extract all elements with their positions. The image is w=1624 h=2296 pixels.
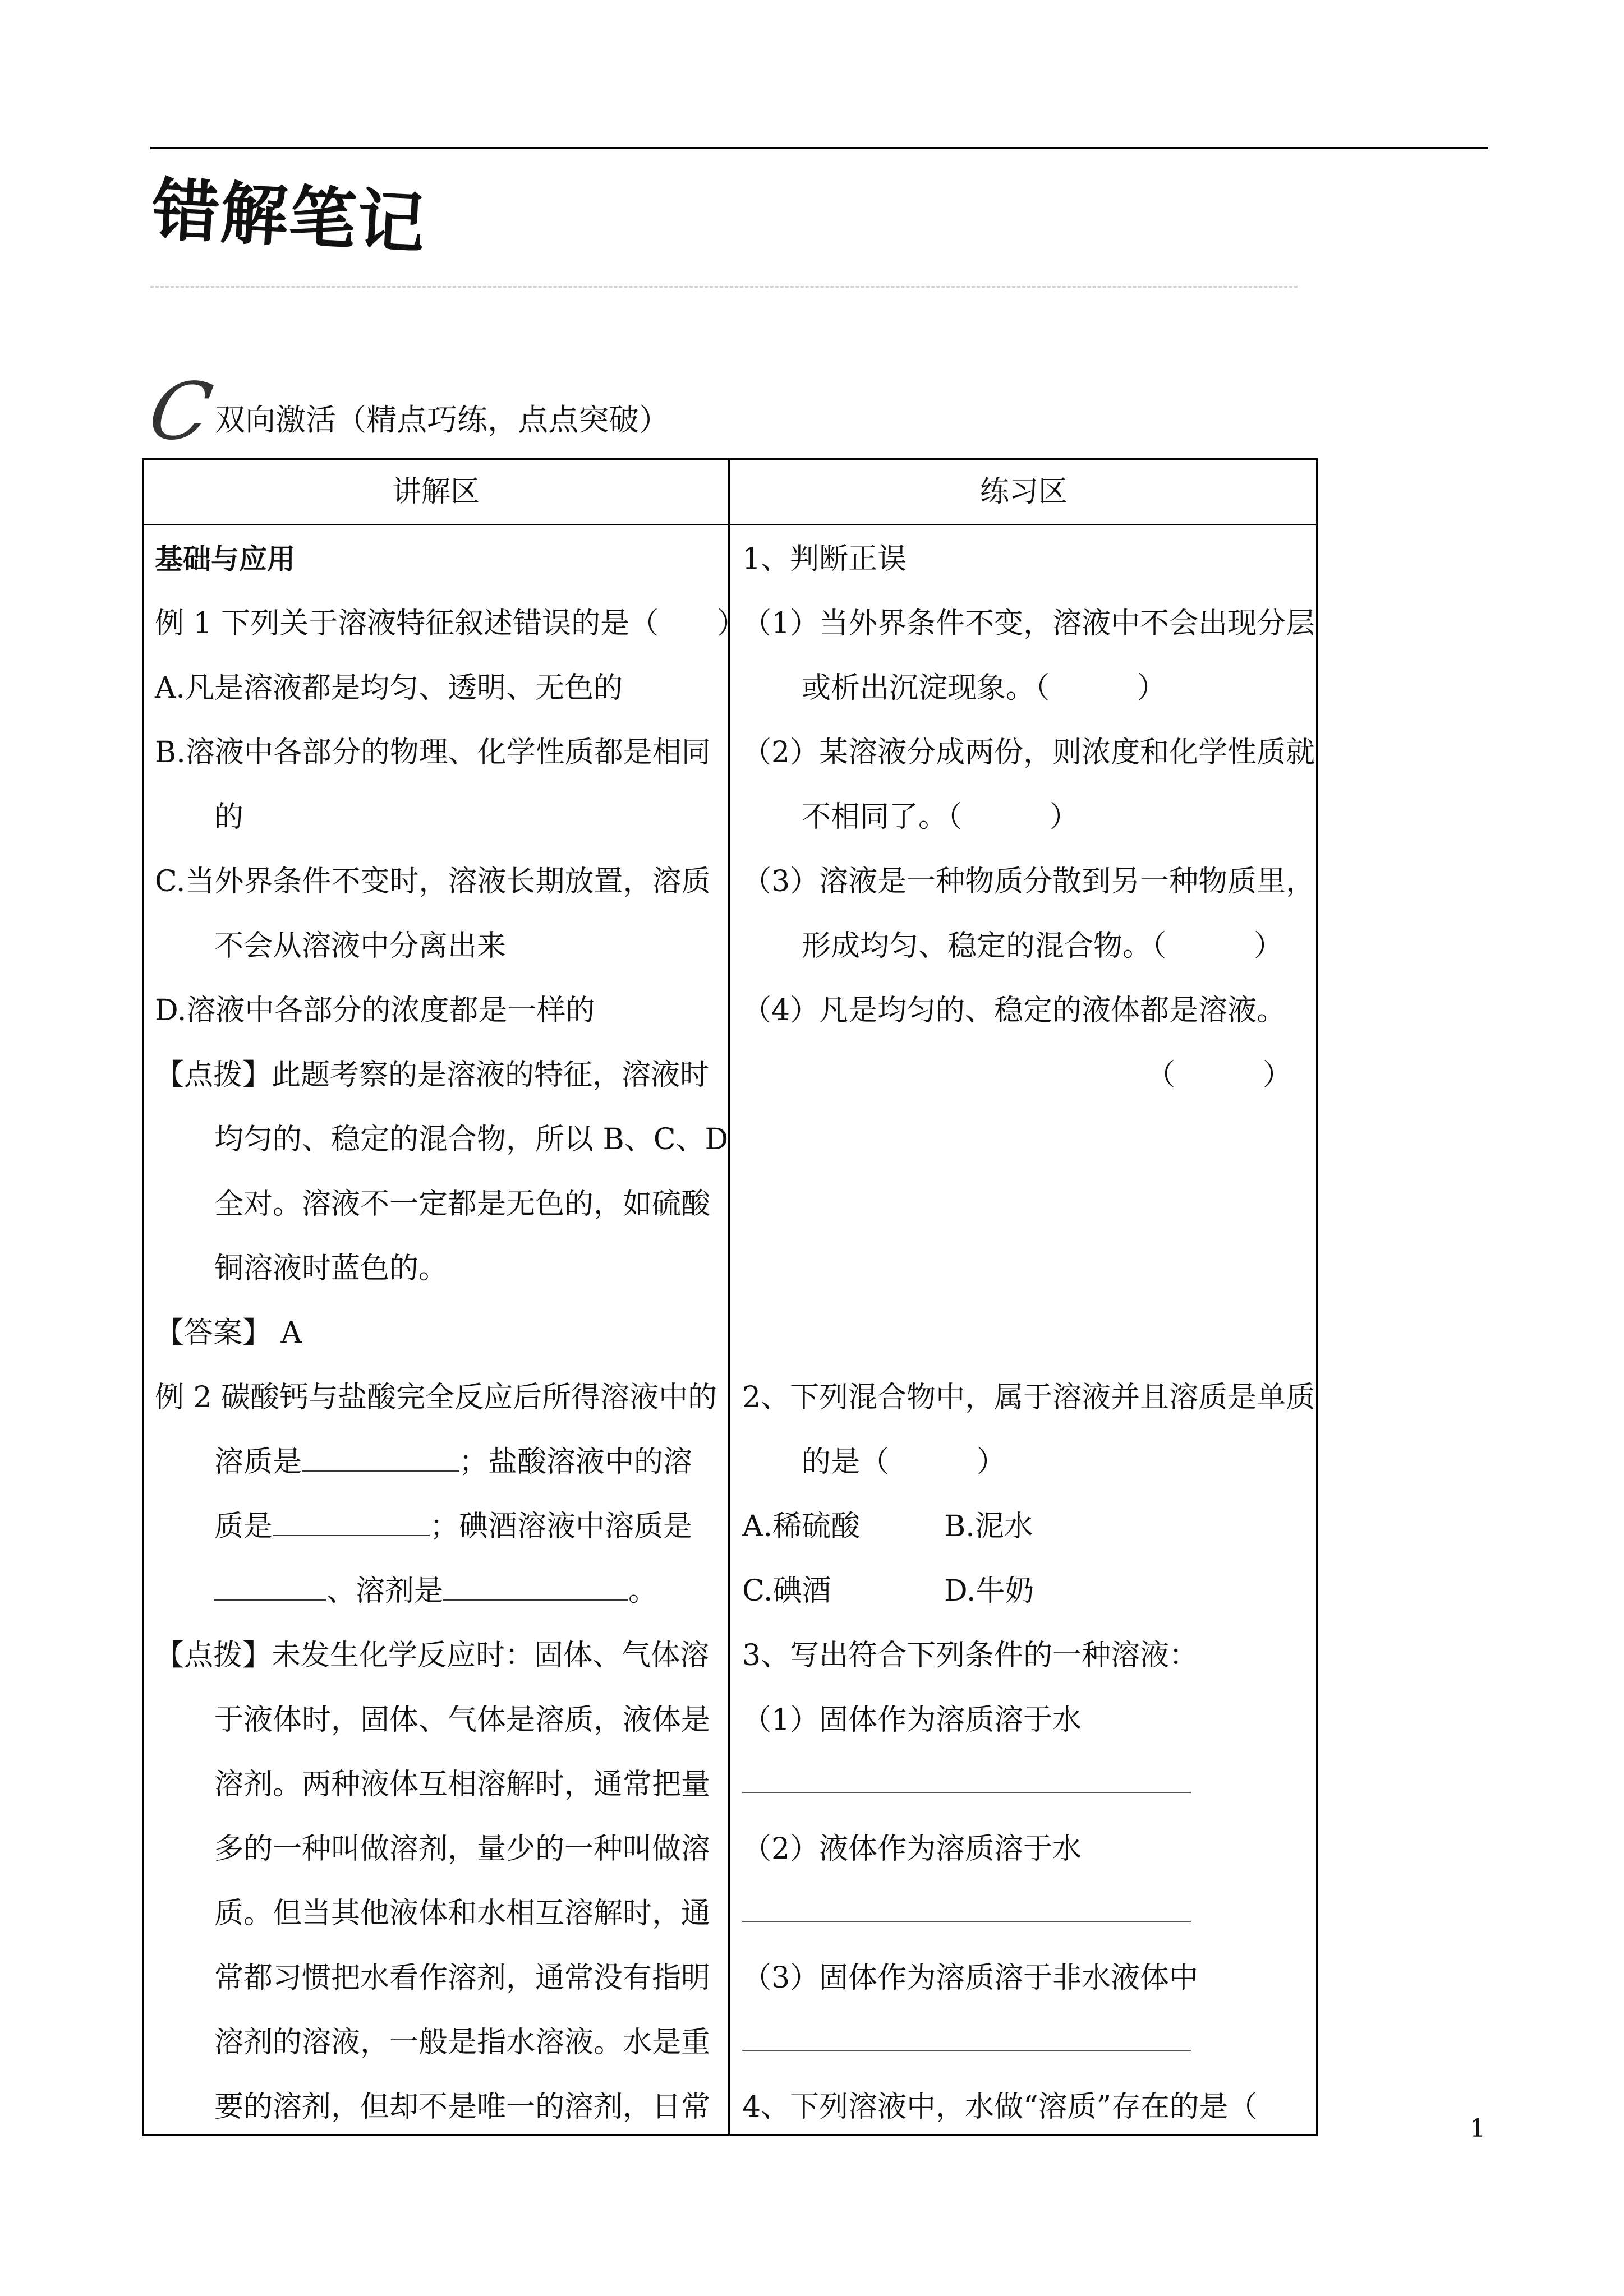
example2-hint-line: 于液体时，固体、气体是溶质，液体是 xyxy=(214,1703,711,1737)
column-divider xyxy=(728,460,730,2134)
question3-item3: （3）固体作为溶质溶于非水液体中 xyxy=(742,1961,1199,1995)
page-title: 错解笔记 xyxy=(150,171,428,264)
question2-options-row xyxy=(742,1495,1309,1559)
question3-item1: （1）固体作为溶质溶于水 xyxy=(742,1703,1082,1737)
question2-stem: 2、下列混合物中，属于溶液并且溶质是单质 xyxy=(742,1381,1315,1414)
example1-hint-line: 均匀的、稳定的混合物，所以 B、C、D xyxy=(214,1123,729,1156)
question1-item3-cont: 形成均匀、稳定的混合物。（ ） xyxy=(802,929,1283,963)
question1-item3: （3）溶液是一种物质分散到另一种物质里， xyxy=(742,865,1315,898)
answer-line[interactable] xyxy=(742,1753,1309,1817)
example1-hint-line: 铜溶液时蓝色的。 xyxy=(214,1252,448,1285)
example1-hint-line: 全对。溶液不一定都是无色的，如硫酸 xyxy=(214,1187,711,1221)
question3-stem: 3、写出符合下列条件的一种溶液： xyxy=(742,1639,1199,1672)
example1-answer: 【答案】 A xyxy=(155,1316,302,1350)
example2-text: 质是 xyxy=(214,1510,273,1543)
example1-option-b: B.溶液中各部分的物理、化学性质都是相同 xyxy=(155,736,711,769)
example1-option-d: D.溶液中各部分的浓度都是一样的 xyxy=(155,994,595,1027)
example1-option-b-cont: 的 xyxy=(214,800,244,834)
example2-line xyxy=(155,1430,721,1495)
page-number: 1 xyxy=(1470,2114,1485,2143)
question2-option-a: A.稀硫酸 xyxy=(742,1510,861,1543)
example1-option-c: C.当外界条件不变时，溶液长期放置，溶质 xyxy=(155,865,711,898)
section-header xyxy=(142,366,670,458)
question1-title: 1、判断正误 xyxy=(742,542,907,576)
example1-stem: 例 1 下列关于溶液特征叙述错误的是（ ） xyxy=(155,607,747,640)
answer-blank[interactable] xyxy=(443,1571,628,1601)
explain-column xyxy=(155,527,747,2140)
example2-text: ；盐酸溶液中的溶 xyxy=(459,1445,693,1479)
title-underline xyxy=(150,286,1298,288)
example1-option-c-cont: 不会从溶液中分离出来 xyxy=(214,929,507,963)
question1-item2-cont: 不相同了。（ ） xyxy=(802,800,1079,834)
example2-hint-line: 多的一种叫做溶剂，量少的一种叫做溶 xyxy=(214,1832,711,1866)
practice-column-header: 练习区 xyxy=(979,475,1068,509)
question1-item4: （4）凡是均匀的、稳定的液体都是溶液。 xyxy=(742,994,1286,1027)
example2-line xyxy=(155,1495,721,1559)
answer-blank[interactable] xyxy=(273,1507,430,1536)
example2-text: 、溶剂是 xyxy=(326,1574,444,1608)
question3-item2: （2）液体作为溶质溶于水 xyxy=(742,1832,1082,1866)
example2-line xyxy=(155,1559,721,1624)
header-divider xyxy=(144,524,1316,525)
explain-column-header: 讲解区 xyxy=(392,475,480,509)
question2-stem-cont: 的是（ ） xyxy=(802,1445,1006,1479)
answer-line[interactable] xyxy=(742,2011,1309,2075)
question1-item1: （1）当外界条件不变，溶液中不会出现分层 xyxy=(742,607,1315,640)
example2-stem: 例 2 碳酸钙与盐酸完全反应后所得溶液中的 xyxy=(155,1381,717,1414)
example2-hint: 【点拨】未发生化学反应时：固体、气体溶 xyxy=(155,1639,710,1672)
question2-option-d: D.牛奶 xyxy=(944,1574,1034,1608)
answer-blank[interactable] xyxy=(302,1442,459,1472)
question2-options-row xyxy=(742,1559,1309,1624)
answer-line[interactable] xyxy=(742,1882,1309,1946)
question1-item1-cont: 或析出沉淀现象。（ ） xyxy=(802,671,1167,705)
practice-column xyxy=(742,527,1315,2140)
exercise-table xyxy=(142,458,1318,2136)
question1-item2: （2）某溶液分成两份，则浓度和化学性质就 xyxy=(742,736,1315,769)
question2-option-c: C.碘酒 xyxy=(742,1574,831,1608)
example1-hint: 【点拨】此题考察的是溶液的特征，溶液时 xyxy=(155,1058,710,1092)
example2-hint-line: 质。但当其他液体和水相互溶解时，通 xyxy=(214,1897,711,1930)
answer-blank[interactable] xyxy=(214,1571,326,1601)
example1-option-a: A.凡是溶液都是均匀、透明、无色的 xyxy=(155,671,623,705)
example2-text: 。 xyxy=(628,1574,658,1608)
question1-item4-bracket: （ ） xyxy=(1145,1058,1292,1092)
example2-hint-line: 常都习惯把水看作溶剂，通常没有指明 xyxy=(214,1961,711,1995)
header-rule xyxy=(150,147,1488,149)
example2-hint-line: 溶剂的溶液，一般是指水溶液。水是重 xyxy=(214,2026,711,2059)
section-title: 双向激活（精点巧练，点点突破） xyxy=(215,402,670,437)
question4-stem: 4、下列溶液中，水做“溶质”存在的是（ xyxy=(742,2090,1258,2124)
question2-option-b: B.泥水 xyxy=(944,1510,1033,1543)
section-letter-icon: C xyxy=(142,366,219,458)
example2-hint-line: 要的溶剂，但却不是唯一的溶剂，日常 xyxy=(214,2090,711,2124)
example2-text: ；碘酒溶液中溶质是 xyxy=(430,1510,693,1543)
section-heading: 基础与应用 xyxy=(155,543,295,575)
example2-hint-line: 溶剂。两种液体互相溶解时，通常把量 xyxy=(214,1768,711,1801)
example2-text: 溶质是 xyxy=(214,1445,302,1479)
